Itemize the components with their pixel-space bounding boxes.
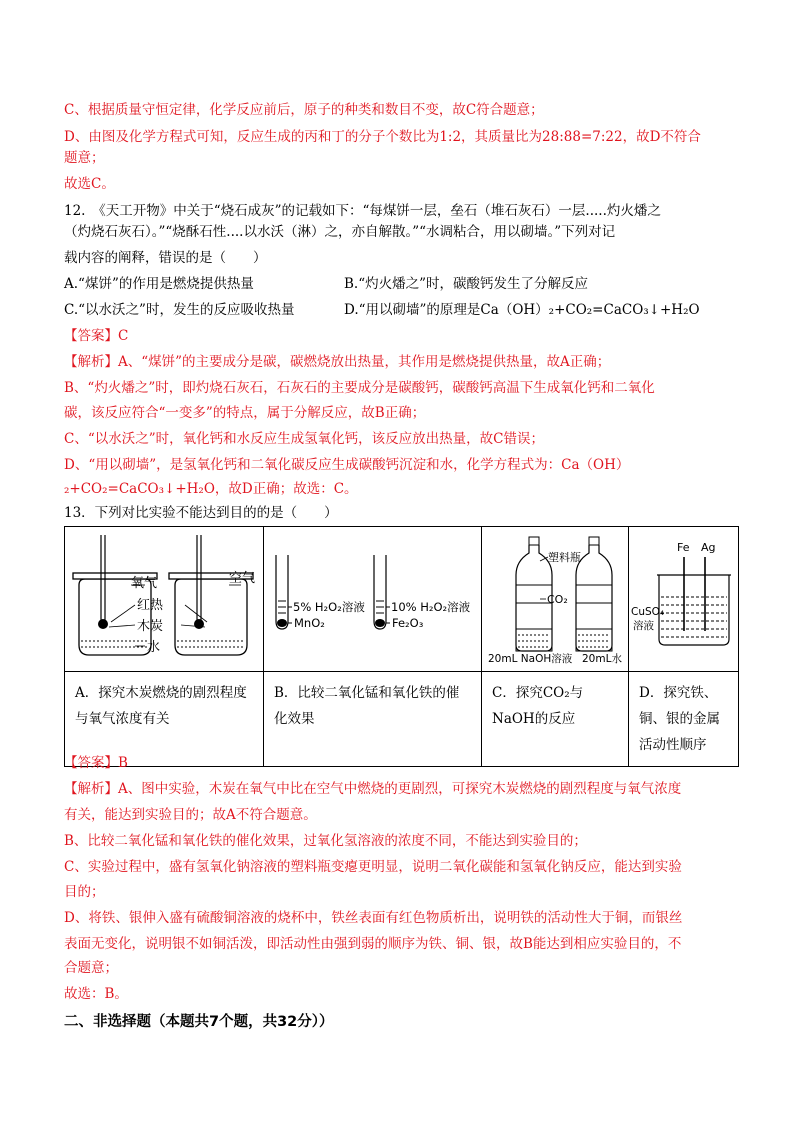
- q13-analysis-c: C、实验过程中，盛有氢氧化钠溶液的塑料瓶变瘪更明显，说明二氧化碳能和氢氧化钠反应，能达到实验: [64, 859, 682, 875]
- h2o2-10-label: 10% H₂O₂溶液: [391, 600, 471, 614]
- fe-label: Fe: [677, 541, 690, 554]
- caption-a: A．探究木炭燃烧的剧烈程度与氧气浓度有关: [75, 685, 247, 727]
- mno2-label: MnO₂: [294, 616, 325, 630]
- q12-option-c: C.“以水沃之”时，发生的反应吸收热量: [64, 302, 295, 318]
- q12-answer: 【答案】C: [64, 328, 129, 344]
- charcoal-combustion-figure: [65, 527, 264, 667]
- q12-analysis-a: 【解析】A、“煤饼”的主要成分是碳，碳燃烧放出热量，其作用是燃烧提供热量，故A正确；: [64, 354, 611, 370]
- section-heading: 二、非选择题（本题共7个题，共32分））: [64, 1014, 334, 1030]
- q13-analysis-a-cont: 有关，能达到实验目的；故A不符合题意。: [64, 807, 317, 823]
- q12-analysis-b-cont: 碳，该反应符合“一变多”的特点，属于分解反应，故B正确；: [64, 405, 426, 421]
- h2o2-5-label: 5% H₂O₂溶液: [293, 600, 365, 614]
- water-label: 水: [147, 640, 161, 655]
- q12-analysis-c: C、“以水沃之”时，氧化钙和水反应生成氢氧化钙，该反应放出热量，故C错误；: [64, 431, 544, 447]
- q12-option-a: A.“煤饼”的作用是燃烧提供热量: [64, 276, 254, 292]
- experiment-table: [64, 526, 739, 767]
- q12-stem-line2: （灼烧石灰石）。”“烧酥石性....以水沃（淋）之，亦自解散。”“水调粘合，用以砌墙。”下列对记: [64, 224, 616, 240]
- q13-analysis-c-cont: 目的；: [64, 884, 105, 900]
- q13-stem: 13．下列对比实验不能达到目的的是（ ）: [64, 505, 338, 521]
- caption-c: C．探究CO₂与NaOH的反应: [492, 685, 584, 727]
- water-20ml-label: 20mL水: [582, 653, 622, 665]
- metal-activity-figure: [629, 527, 739, 667]
- figure-c-cell: [482, 527, 629, 672]
- q12-stem-line1: 12. 《天工开物》中关于“烧石成灰”的记载如下：“每煤饼一层，垒石（堆石灰石）一层.....灼火燔之: [64, 203, 661, 219]
- q12-option-b: B.“灼火燔之”时，碳酸钙发生了分解反应: [344, 276, 589, 292]
- q12-analysis-b: B、“灼火燔之”时，即灼烧石灰石，石灰石的主要成分是碳酸钙，碳酸钙高温下生成氧化钙和二氧化: [64, 380, 655, 396]
- q13-analysis-a: 【解析】A、图中实验，木炭在氧气中比在空气中燃烧的更剧烈，可探究木炭燃烧的剧烈程度与氧气浓度: [64, 781, 682, 797]
- q13-analysis-d: D、将铁、银伸入盛有硫酸铜溶液的烧杯中，铁丝表面有红色物质析出，说明铁的活动性大于铜，而银丝: [64, 910, 683, 926]
- figure-d-cell: [629, 527, 739, 672]
- plastic-bottle-label: 塑料瓶: [548, 551, 581, 564]
- figure-b-cell: [264, 527, 482, 672]
- q12-analysis-d-cont: ₂+CO₂=CaCO₃↓+H₂O，故D正确；故选：C。: [64, 481, 358, 497]
- red-hot-label: 红热: [137, 598, 164, 613]
- q13-conclusion: 故选：B。: [64, 986, 128, 1002]
- q11-analysis-c: C、根据质量守恒定律，化学反应前后，原子的种类和数目不变，故C符合题意；: [64, 102, 544, 118]
- figure-a-cell: [65, 527, 264, 672]
- q11-conclusion: 故选C。: [64, 176, 115, 192]
- fe2o3-label: Fe₂O₃: [392, 616, 424, 630]
- q12-option-d: D.“用以砌墙”的原理是Ca（OH）₂+CO₂=CaCO₃↓+H₂O: [344, 302, 700, 318]
- q13-analysis-d-cont1: 表面无变化，说明银不如铜活泼，即活动性由强到弱的顺序为铁、铜、银，故B能达到相应实验目的，不: [64, 936, 682, 952]
- q13-analysis-d-cont2: 合题意；: [64, 960, 118, 976]
- naoh-solution-label: 20mL NaOH溶液: [488, 653, 573, 665]
- q12-stem-line3: 载内容的阐释，错误的是（ ）: [64, 250, 267, 266]
- ag-label: Ag: [701, 541, 716, 554]
- air-label: 空气: [229, 571, 256, 586]
- solution-label: 溶液: [633, 620, 654, 632]
- co2-label: CO₂: [547, 593, 568, 606]
- co2-naoh-figure: [482, 527, 629, 667]
- q11-analysis-d: D、由图及化学方程式可知，反应生成的丙和丁的分子个数比为1:2，其质量比为28:88=7:22，故D不符合: [64, 129, 701, 145]
- q13-answer: 【答案】B: [64, 755, 128, 771]
- oxygen-label: 氧气: [131, 576, 158, 591]
- caption-d: D．探究铁、铜、银的金属活动性顺序: [639, 685, 720, 753]
- q12-analysis-d: D、“用以砌墙”，是氢氧化钙和二氧化碳反应生成碳酸钙沉淀和水，化学方程式为：Ca（OH）: [64, 457, 630, 473]
- q11-analysis-d-cont: 题意；: [64, 150, 105, 166]
- cuso4-label: CuSO₄: [631, 606, 665, 618]
- q13-analysis-b: B、比较二氧化锰和氧化铁的催化效果，过氧化氢溶液的浓度不同，不能达到实验目的；: [64, 833, 587, 849]
- catalyst-comparison-figure: [264, 527, 482, 667]
- caption-b: B．比较二氧化锰和氧化铁的催化效果: [274, 685, 460, 727]
- charcoal-label: 木炭: [137, 619, 164, 634]
